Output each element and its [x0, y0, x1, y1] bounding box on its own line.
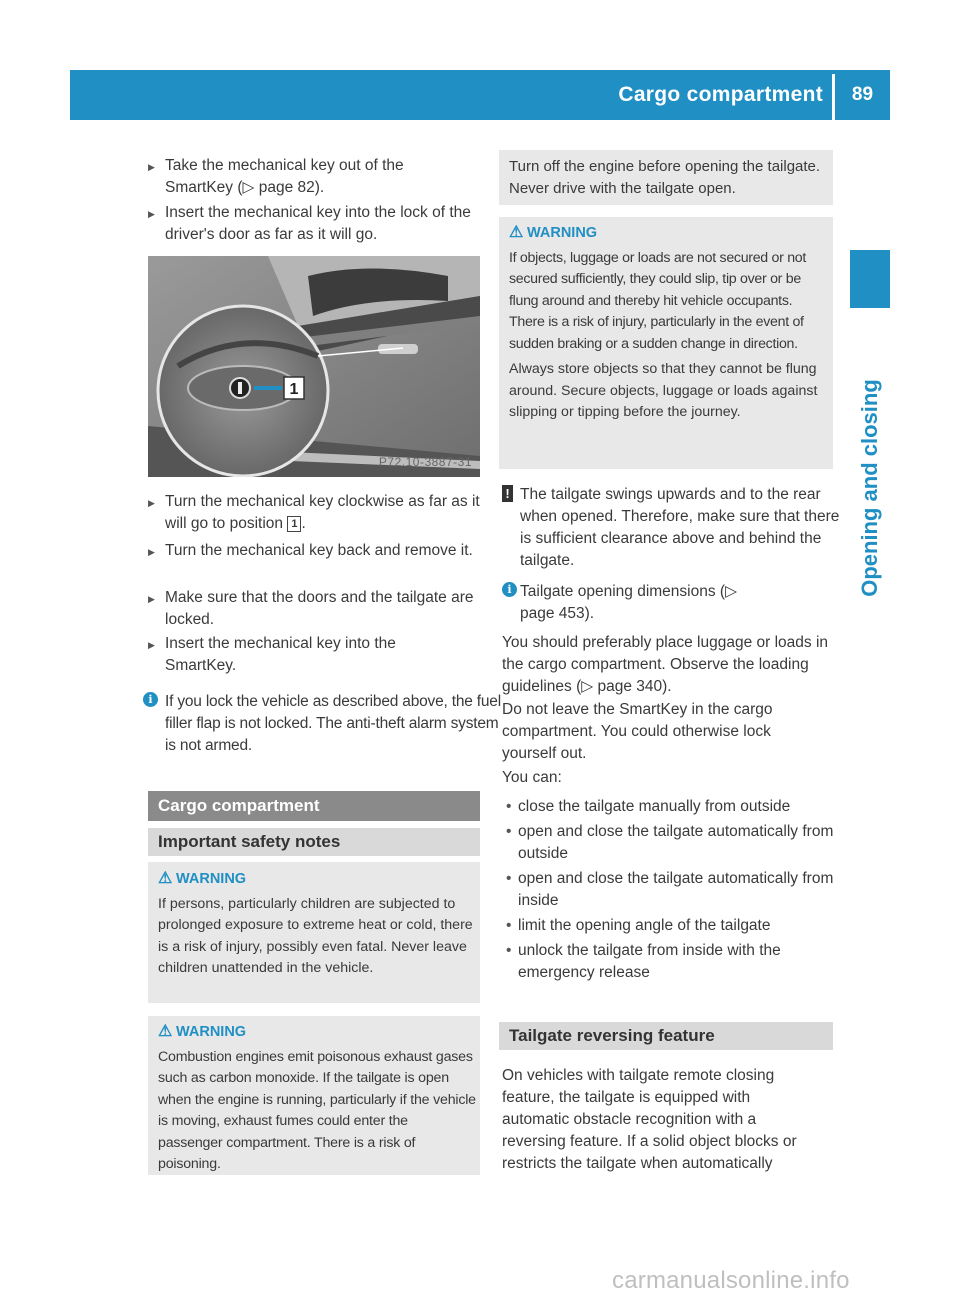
step-item [148, 587, 495, 631]
subsection-heading: Important safety notes [148, 828, 480, 856]
step-text: Take the mechanical key out of the SmartKey (▷ page 82). [165, 157, 404, 196]
page-number: 89 [851, 84, 874, 105]
step-text: Make sure that the doors and the tailgate are locked. [165, 589, 474, 628]
step-text: Turn the mechanical key clockwise as far as it will go to position [165, 493, 480, 532]
svg-text:1: 1 [289, 381, 299, 398]
footer-watermark: carmanualsonline.info [612, 1267, 850, 1294]
info-icon: i [143, 692, 158, 707]
warning-triangle-icon: ⚠ [158, 870, 173, 887]
list-item: • unlock the tailgate from inside with the emergency release [506, 942, 781, 981]
list-item: • close the tailgate manually from outside [506, 798, 791, 815]
info-note-text: If you lock the vehicle as described above, the fuel filler flap is not locked. The anti-theft alarm system is not armed. [165, 693, 501, 754]
door-lock-illustration [148, 256, 480, 477]
warning-text: Always store objects so that they cannot be flung around. Secure objects, luggage or loads against slipping or tipping before the journey. [509, 361, 818, 420]
paragraph: On vehicles with tailgate remote closing feature, the tailgate is equipped with automatic obstacle recognition with a reversing feature. If a solid object blocks or restricts the tailgate when automatically [502, 1067, 797, 1172]
step-item [148, 633, 465, 677]
warning-heading: ⚠ WARNING [158, 1021, 476, 1044]
chapter-tab-label: Opening and closing [857, 379, 882, 597]
list-item: • limit the opening angle of the tailgate [506, 917, 771, 934]
door-lock-photo [148, 256, 480, 477]
warning-heading: ⚠ WARNING [158, 868, 476, 891]
chapter-tab-marker [850, 250, 890, 308]
paragraph: Do not leave the SmartKey in the cargo compartment. You could otherwise lock yourself out. [502, 701, 773, 762]
warning-text: If persons, particularly children are subjected to prolonged exposure to extreme heat or cold, there is a risk of injury, possibly even fatal. Never leave children unattended in the vehicle. [158, 895, 473, 976]
step-text: Insert the mechanical key into the lock of the driver's door as far as it will go. [165, 204, 471, 243]
list-item: • open and close the tailgate automatically from outside [506, 823, 834, 862]
info-note [502, 581, 850, 625]
warning-heading: ⚠ WARNING [509, 222, 829, 245]
warning-text: Combustion engines emit poisonous exhaust gases such as carbon monoxide. If the tailgate is open when the engine is running, particularly if the vehicle is moving, exhaust fumes could enter the passenger compartment. There is a risk of poisoning. [158, 1048, 476, 1172]
info-note-text: Tailgate opening dimensions (▷ page 453). [520, 583, 737, 622]
caution-note [502, 484, 854, 572]
page-section-title: Cargo compartment [618, 83, 823, 106]
header-divider [832, 74, 835, 120]
list-item: • open and close the tailgate automatically from inside [506, 870, 834, 909]
notice-text: Turn off the engine before opening the tailgate. Never drive with the tailgate open. [509, 158, 821, 197]
step-item: ▶ Turn the mechanical key clockwise as far as it will go to position 1 . [148, 491, 485, 535]
info-icon: i [502, 582, 517, 597]
subsection-heading: Tailgate reversing feature [499, 1022, 833, 1050]
warning-box-exhaust [148, 1016, 480, 1175]
step-text: Insert the mechanical key into the SmartKey. [165, 635, 396, 674]
caution-text: The tailgate swings upwards and to the rear when opened. Therefore, make sure that there is sufficient clearance above and behind the tailgate. [520, 486, 840, 569]
warning-box-heat [148, 862, 480, 1003]
paragraph: You can: [502, 769, 562, 786]
info-note [143, 691, 503, 757]
step-item [148, 540, 498, 562]
image-reference-code: P72.10-3887-31 [378, 455, 472, 469]
section-heading: Cargo compartment [148, 791, 480, 821]
position-marker: 1 [287, 516, 301, 532]
step-item [148, 155, 475, 199]
warning-box-loads [499, 217, 833, 469]
warning-triangle-icon: ⚠ [509, 224, 524, 241]
paragraph: You should preferably place luggage or loads in the cargo compartment. Observe the loading guidelines (▷ page 340). [502, 634, 829, 695]
warning-text: If objects, luggage or loads are not secured or not secured sufficiently, they could slip, tip over or be flung around and thereby hit vehicle occupants. There is a risk of injury, particularly in the event of sudden braking or a sudden change in direction. [509, 249, 807, 352]
exclamation-icon: ! [502, 485, 513, 502]
step-text: Turn the mechanical key back and remove it. [165, 542, 473, 559]
notice-box [499, 150, 833, 205]
warning-triangle-icon: ⚠ [158, 1023, 173, 1040]
step-item [148, 202, 495, 246]
